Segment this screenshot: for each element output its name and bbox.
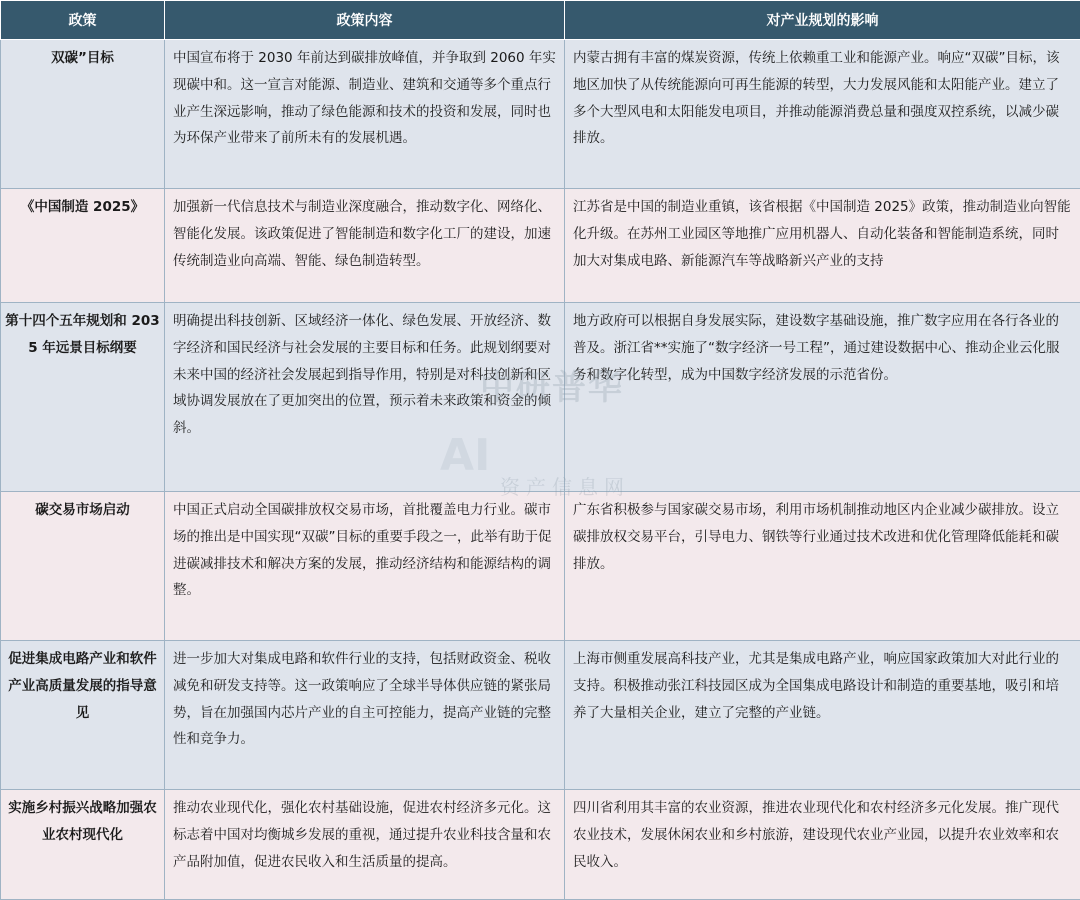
policy-content: 明确提出科技创新、区域经济一体化、绿色发展、开放经济、数字经济和国民经济与社会发展的主要目标和任务。此规划纲要对未来中国的经济社会发展起到指导作用，特别是对科技创新和区域协调发展放在了更加突出的位置，预示着未来政策和资金的倾斜。 (165, 303, 565, 492)
policy-impact: 地方政府可以根据自身发展实际，建设数字基础设施，推广数字应用在各行各业的普及。浙江省**实施了“数字经济一号工程”，通过建设数据中心、推动企业云化服务和数字化转型，成为中国数字经济发展的示范省份。 (565, 303, 1080, 492)
watermark-subtitle: 资产信息网 (500, 471, 630, 500)
table-row (1, 189, 1080, 303)
policy-content: 加强新一代信息技术与制造业深度融合，推动数字化、网络化、智能化发展。该政策促进了智能制造和数字化工厂的建设，加速传统制造业向高端、智能、绿色制造转型。 (165, 189, 565, 303)
header-policy: 政策 (1, 1, 165, 40)
table-row (1, 303, 1080, 492)
policy-impact: 广东省积极参与国家碳交易市场，利用市场机制推动地区内企业减少碳排放。设立碳排放权交易平台，引导电力、钢铁等行业通过技术改进和优化管理降低能耗和碳排放。 (565, 492, 1080, 641)
policy-name: 促进集成电路产业和软件产业高质量发展的指导意见 (1, 641, 165, 790)
policy-name: 第十四个五年规划和 2035 年远景目标纲要 (1, 303, 165, 492)
policy-name: 双碳”目标 (1, 40, 165, 189)
policy-content: 推动农业现代化，强化农村基础设施，促进农村经济多元化。这标志着中国对均衡城乡发展的重视，通过提升农业科技含量和农产品附加值，促进农民收入和生活质量的提高。 (165, 790, 565, 900)
policy-content: 进一步加大对集成电路和软件行业的支持，包括财政资金、税收减免和研发支持等。这一政策响应了全球半导体供应链的紧张局势，旨在加强国内芯片产业的自主可控能力，提高产业链的完整性和竞争力。 (165, 641, 565, 790)
header-content: 政策内容 (165, 1, 565, 40)
table-row (1, 790, 1080, 900)
policy-name: 碳交易市场启动 (1, 492, 165, 641)
policy-impact: 四川省利用其丰富的农业资源，推进农业现代化和农村经济多元化发展。推广现代农业技术，发展休闲农业和乡村旅游，建设现代农业产业园，以提升农业效率和农民收入。 (565, 790, 1080, 900)
policy-name: 实施乡村振兴战略加强农业农村现代化 (1, 790, 165, 900)
table-row (1, 40, 1080, 189)
watermark-brand: 中研普华 (480, 360, 630, 409)
table-row (1, 492, 1080, 641)
policy-impact: 上海市侧重发展高科技产业，尤其是集成电路产业，响应国家政策加大对此行业的支持。积极推动张江科技园区成为全国集成电路设计和制造的重要基地，吸引和培养了大量相关企业，建立了完整的产业链。 (565, 641, 1080, 790)
policy-impact: 江苏省是中国的制造业重镇，该省根据《中国制造 2025》政策，推动制造业向智能化升级。在苏州工业园区等地推广应用机器人、自动化装备和智能制造系统，同时加大对集成电路、新能源汽车等战略新兴产业的支持 (565, 189, 1080, 303)
watermark-mark: AI (440, 430, 490, 481)
policy-content: 中国正式启动全国碳排放权交易市场，首批覆盖电力行业。碳市场的推出是中国实现“双碳”目标的重要手段之一，此举有助于促进碳减排技术和解决方案的发展，推动经济结构和能源结构的调整。 (165, 492, 565, 641)
policy-name: 《中国制造 2025》 (1, 189, 165, 303)
policy-impact: 内蒙古拥有丰富的煤炭资源，传统上依赖重工业和能源产业。响应“双碳”目标，该地区加快了从传统能源向可再生能源的转型，大力发展风能和太阳能产业。建立了多个大型风电和太阳能发电项目，并推动能源消费总量和强度双控系统，以减少碳排放。 (565, 40, 1080, 189)
header-impact: 对产业规划的影响 (565, 1, 1080, 40)
table-row (1, 641, 1080, 790)
policy-content: 中国宣布将于 2030 年前达到碳排放峰值，并争取到 2060 年实现碳中和。这一宣言对能源、制造业、建筑和交通等多个重点行业产生深远影响，推动了绿色能源和技术的投资和发展，同时也为环保产业带来了前所未有的发展机遇。 (165, 40, 565, 189)
table-header-row (1, 1, 1080, 40)
